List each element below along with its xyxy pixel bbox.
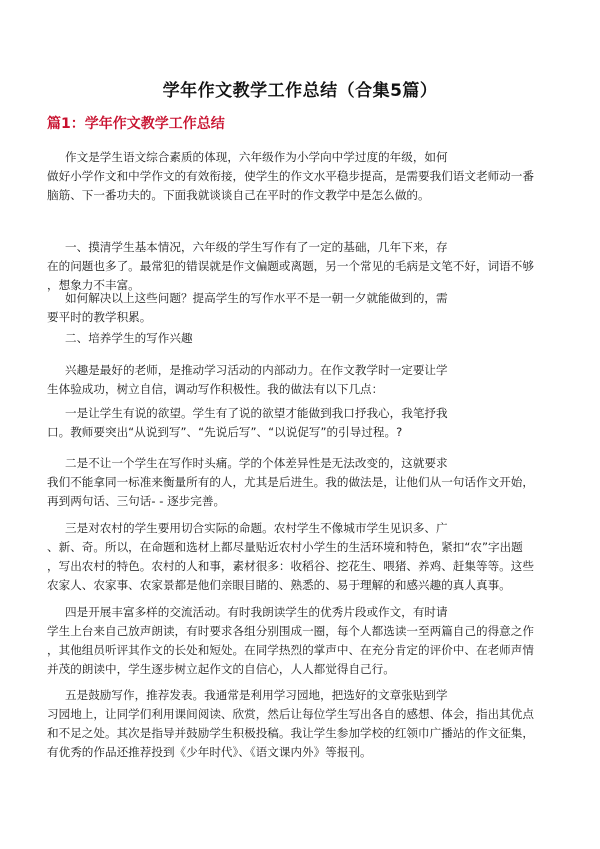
paragraph-line: 在的问题也多了。最常犯的错误就是作文偏题或离题，另一个常见的毛病是文笔不好，词语不够 (47, 259, 534, 273)
paragraph-line: 二是不让一个学生在写作时头痛。学的个体差异性是无法改变的，这就要求 (65, 456, 448, 470)
paragraph-line: 兴趣是最好的老师，是推动学习活动的内部动力。在作文教学时一定要让学 (65, 363, 448, 377)
paragraph-line: 口。教师要突出“从说到写”、“先说后写”、“以说促写”的引导过程。? (47, 425, 403, 439)
paragraph-10 (47, 686, 559, 762)
paragraph-line: 我们不能拿同一标准来衡量所有的人，尤其是后进生。我的做法是，让他们从一句话作文开始， (47, 475, 534, 489)
paragraph-line: 、新、奇。所以，在命题和选材上都尽量贴近农村小学生的生活环境和特色，紧扣“农”字出题 (47, 540, 523, 554)
paragraph-9 (47, 603, 559, 679)
paragraph-2 (47, 238, 559, 295)
paragraph-line: 一是让学生有说的欲望。学生有了说的欲望才能做到我口抒我心，我笔抒我 (65, 406, 448, 420)
paragraph-7 (47, 454, 559, 511)
paragraph-5 (47, 361, 559, 399)
paragraph-line: 三是对农村的学生要用切合实际的命题。农村学生不像城市学生见识多、广 (65, 521, 448, 535)
paragraph-line: ，其他组员听评其作文的长处和短处。在同学热烈的掌声中、在充分肯定的评价中、在老师声情 (47, 643, 534, 657)
paragraph-line: 脑筋、下一番功夫的。下面我就谈谈自己在平时的作文教学中是怎么做的。 (47, 188, 430, 202)
paragraph-line: 并茂的朗读中，学生逐步树立起作文的自信心，人人都觉得自己行。 (47, 662, 395, 676)
paragraph-line: 四是开展丰富多样的交流活动。有时我朗读学生的优秀片段或作文，有时请 (65, 605, 448, 619)
paragraph-1 (47, 148, 559, 205)
paragraph-line: ，想象力不丰富。 (47, 278, 140, 292)
paragraph-line: 生体验成功，树立自信，调动写作积极性。我的做法有以下几点： (47, 382, 384, 396)
paragraph-line: 做好小学作文和中学作文的有效衔接，使学生的作文水平稳步提高，是需要我们语文老师动一番 (47, 169, 534, 183)
paragraph-3 (47, 289, 559, 327)
paragraph-6 (47, 404, 559, 442)
document-title: 学年作文教学工作总结（合集5篇） (162, 81, 438, 101)
paragraph-line: 五是鼓励写作，推荐发表。我通常是利用学习园地，把选好的文章张贴到学 (65, 688, 448, 702)
section-heading: 篇1：学年作文教学工作总结 (47, 116, 225, 132)
paragraph-line: 作文是学生语文综合素质的体现，六年级作为小学向中学过度的年级，如何 (65, 150, 448, 164)
paragraph-line: 习园地上，让同学们利用课间阅读、欣赏，然后让每位学生写出各自的感想、体会，指出其优点 (47, 707, 534, 721)
paragraph-line: 二、培养学生的写作兴趣 (65, 331, 193, 345)
paragraph-line: 再到两句话、三句话- - 逐步完善。 (47, 494, 226, 508)
paragraph-line: 农家人、农家事、农家景都是他们亲眼目睹的、熟悉的、易于理解的和感兴趣的真人真事。 (47, 578, 511, 592)
paragraph-line: 一、摸清学生基本情况，六年级的学生写作有了一定的基础，几年下来，存 (65, 240, 448, 254)
paragraph-8 (47, 519, 559, 595)
paragraph-line: 学生上台来自己放声朗读，有时要求各组分别围成一圈，每个人都选读一至两篇自己的得意之作 (47, 624, 534, 638)
paragraph-line: 和不足之处。其次是指导并鼓励学生积极投稿。我让学生参加学校的红领巾广播站的作文征集， (47, 726, 534, 740)
paragraph-line: 有优秀的作品还推荐投到《少年时代》、《语文课内外》等报刊。 (47, 745, 372, 759)
paragraph-line: ，写出农村的特色。农村的人和事，素材很多：收稻谷、挖花生、喂猪、养鸡、赶集等等。这些 (47, 559, 534, 573)
paragraph-line: 要平时的教学积累。 (47, 310, 152, 324)
paragraph-4 (47, 329, 559, 348)
paragraph-line: 如何解决以上这些问题？提高学生的写作水平不是一朝一夕就能做到的，需 (65, 291, 448, 305)
